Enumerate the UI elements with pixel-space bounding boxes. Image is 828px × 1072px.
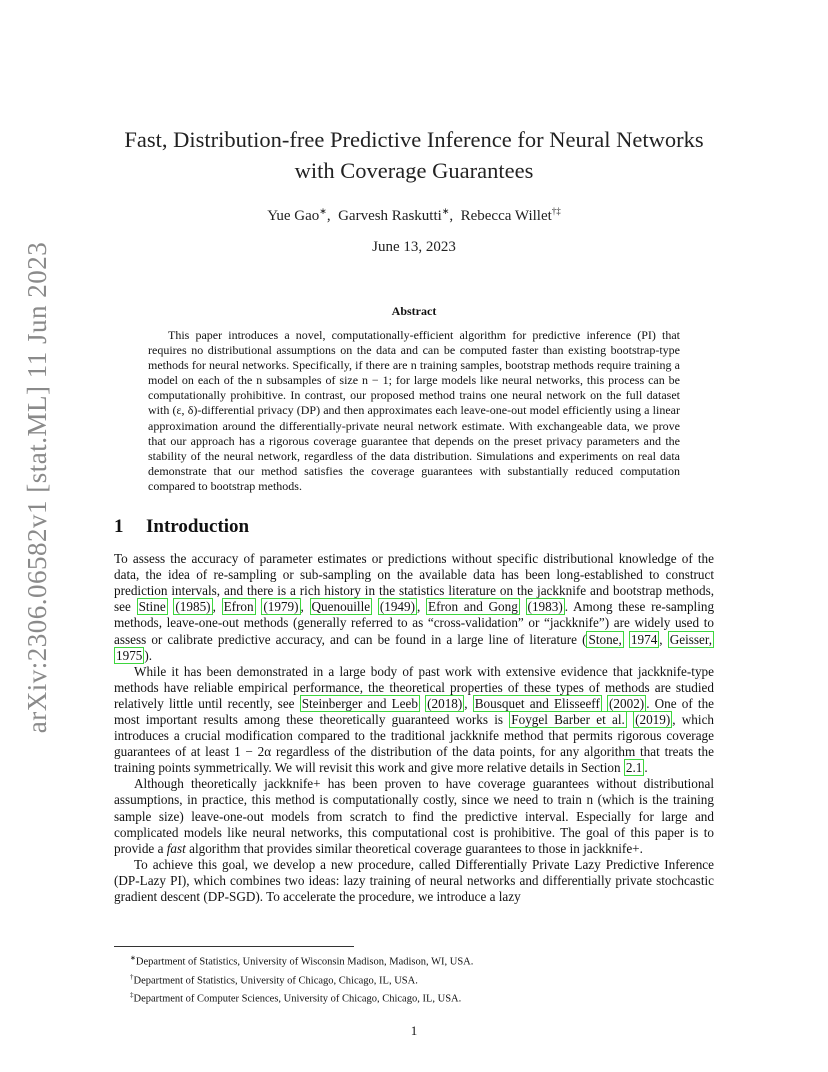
page-number: 1 [410, 1023, 418, 1038]
citation-link[interactable]: Bousquet and Elisseeff [474, 695, 600, 711]
footnotes [114, 946, 534, 1007]
section-ref-link[interactable]: 2.1 [625, 760, 643, 776]
citation-year-link[interactable]: (2002) [609, 695, 645, 711]
citation-year-link[interactable]: 1974 [630, 631, 658, 647]
footnote-text: Department of Statistics, University of Chicago, Chicago, IL, USA. [133, 975, 418, 986]
author-mark: ∗ [441, 206, 450, 216]
intro-paragraph-1: To assess the accuracy of parameter estimates or predictions without specific distributional knowledge of the data, the idea of re-sampling or sub-sampling on the available data has been long-established to construct prediction intervals, and there is a rich history in the statistics literature on the jackknife and bootstrap methods, see Stine (1985) , Efron (1979) , Quenouille (1949) , Efron and Gong (1983) . Among these re-sampling methods, leave-one-out methods (generally referred to as “cross-validation” or “jackknife”) are widely used to assess or calibrate predictive accuracy, and can be found in a large line of literature ( Stone, 1974 , Geisser, 1975 ). [114, 551, 715, 663]
arxiv-identifier-text: arXiv:2306.06582v1 [stat.ML] 11 Jun 2023 [22, 241, 53, 733]
section-number: 1 [114, 516, 124, 538]
author-name: Rebecca Willet [460, 208, 552, 224]
citation-link[interactable]: Efron and Gong [428, 599, 518, 615]
paragraph-text: , which introduces a crucial modification compared to the traditional jackknife method that permits rigorous coverage guarantees of at least 1 − 2α regardless of the distribution of the data points, for any algorithm that treats the training points symmetrically. We will revisit this work and give more relative details in Section [114, 711, 715, 776]
abstract-text: This paper introduces a novel, computationally-efficient algorithm for predictive inference (PI) that requires no distributional assumptions on the data and can be computed faster than existing bootstrap-type methods for neural networks. Specifically, if there are n training samples, bootstrap methods require training a model on each of the n subsamples of size n − 1; for large models like neural networks, this process can be computationally prohibitive. In contrast, our proposed method trains one neural network on the full dataset with (ε, δ)-differential privacy (DP) and then approximates each leave-one-out model efficiently using a linear approximation around the differentially-private neural network estimate. With exchangeable data, we prove that our approach has a rigorous coverage guarantee that depends on the preset privacy parameters and the stability of the neural network, regardless of the data distribution. Simulations and experiments on real data demonstrate that our method satisfies the coverage guarantees with substantially reduced computation compared to bootstrap methods. [148, 328, 680, 493]
footnote [114, 970, 534, 989]
paragraph-text: . [644, 760, 648, 776]
paragraph-text: algorithm that provides similar theoretical coverage guarantees to those in jackknife+. [185, 840, 643, 856]
abstract-heading: Abstract [391, 304, 437, 318]
footnote-text: Department of Computer Sciences, University of Chicago, Chicago, IL, USA. [133, 993, 462, 1005]
arxiv-identifier-stamp [16, 241, 60, 733]
footnote [114, 951, 534, 970]
author-name: Garvesh Raskutti [338, 208, 442, 224]
footnote-text: Department of Statistics, University of Wisconsin Madison, Madison, WI, USA. [135, 956, 474, 968]
author-list: Yue Gao∗, Garvesh Raskutti∗, Rebecca Willet†‡ [267, 206, 561, 224]
citation-link[interactable]: Steinberger and Leeb [301, 695, 418, 711]
paper-date: June 13, 2023 [372, 239, 456, 255]
footnote-mark: ∗ [130, 954, 136, 962]
footnote-rule [114, 946, 354, 947]
paper-page [114, 124, 714, 905]
citation-link[interactable]: Geisser, [669, 631, 713, 647]
citation-year-link[interactable]: (1979) [263, 599, 299, 615]
footnote-mark: † [130, 972, 134, 981]
citation-link[interactable]: Stine [138, 599, 166, 615]
citation-year-link[interactable]: (1985) [175, 599, 211, 615]
paragraph-text: To assess the accuracy of parameter estimates or predictions without specific distributional knowledge of the data, the idea of re-sampling or sub-sampling on the available data has been long-established to construct prediction intervals, and there is a rich history in the statistics literature on the jackknife and bootstrap methods, see [114, 551, 714, 615]
author-name: Yue Gao [267, 208, 320, 224]
paragraph-text: . One of the most important results among these theoretically guaranteed works is [114, 695, 715, 727]
section-heading [114, 516, 714, 538]
citation-link[interactable]: Efron [223, 599, 254, 615]
footnote-mark: ‡ [130, 991, 134, 999]
intro-paragraph-4: To achieve this goal, we develop a new procedure, called Differentially Private Lazy Predictive Inference (DP-Lazy PI), which combines two ideas: lazy training of neural networks and differentially private stochcastic gradient descent (DP-SGD). To accelerate the procedure, we introduce a lazy [114, 856, 714, 904]
paragraph-text: Among these re-sampling methods, leave-one-out methods (generally referred to as “cross-validation” or “jackknife”) are widely used to assess or calibrate predictive accuracy, and can be found in a large line of literature ( [114, 599, 715, 647]
citation-year-link[interactable]: (2018) [427, 695, 463, 711]
paragraph-text: ). [144, 647, 153, 663]
intro-paragraph-3 [114, 776, 714, 856]
footnote [114, 988, 534, 1007]
section-title: Introduction [146, 516, 250, 538]
paragraph-text: Although theoretically jackknife+ has been proven to have coverage guarantees without distributional assumptions, in practice, this method is computationally costly, since we need to train n (which is the training sample size) leave-one-out models from scratch to find the predictive interval. Especially for large and complicated models like neural networks, this computational cost is prohibitive. The goal of this paper is to provide a [114, 776, 714, 856]
citation-link[interactable]: Stone, [588, 631, 622, 647]
citation-link[interactable]: Quenouille [311, 599, 371, 615]
citation-year-link[interactable]: (1949) [379, 599, 416, 615]
citation-year-link[interactable]: (2019) [635, 711, 671, 727]
citation-year-link[interactable]: (1983) [527, 599, 563, 615]
paper-title: Fast, Distribution-free Predictive Inference for Neural Networks with Coverage Guarantees [124, 127, 704, 183]
citation-year-link[interactable]: 1975 [116, 647, 143, 663]
intro-paragraph-2: While it has been demonstrated in a large body of past work with extensive evidence that jackknife-type methods have reliable empirical performance, the theoretical properties of these types of methods are studied relatively little until recently, see Steinberger and Leeb (2018) , Bousquet and Elisseeff (2002) . One of the most important results among these theoretically guaranteed works is Foygel Barber et al. (2019) , which introduces a crucial modification compared to the traditional jackknife method that permits rigorous coverage guarantees of at least 1 − 2α regardless of the distribution of the data points, for any algorithm that treats the training points symmetrically. We will revisit this work and give more relative details in Section 2.1 . [114, 663, 715, 776]
emphasis-text: fast [166, 840, 186, 856]
paragraph-text: While it has been demonstrated in a large body of past work with extensive evidence that jackknife-type methods have reliable empirical performance, the theoretical properties of these types of methods are studied relatively little until recently, see [114, 663, 714, 711]
author-mark: †‡ [551, 206, 561, 216]
citation-link[interactable]: Foygel Barber et al. [511, 711, 625, 727]
author-mark: ∗ [319, 206, 327, 216]
